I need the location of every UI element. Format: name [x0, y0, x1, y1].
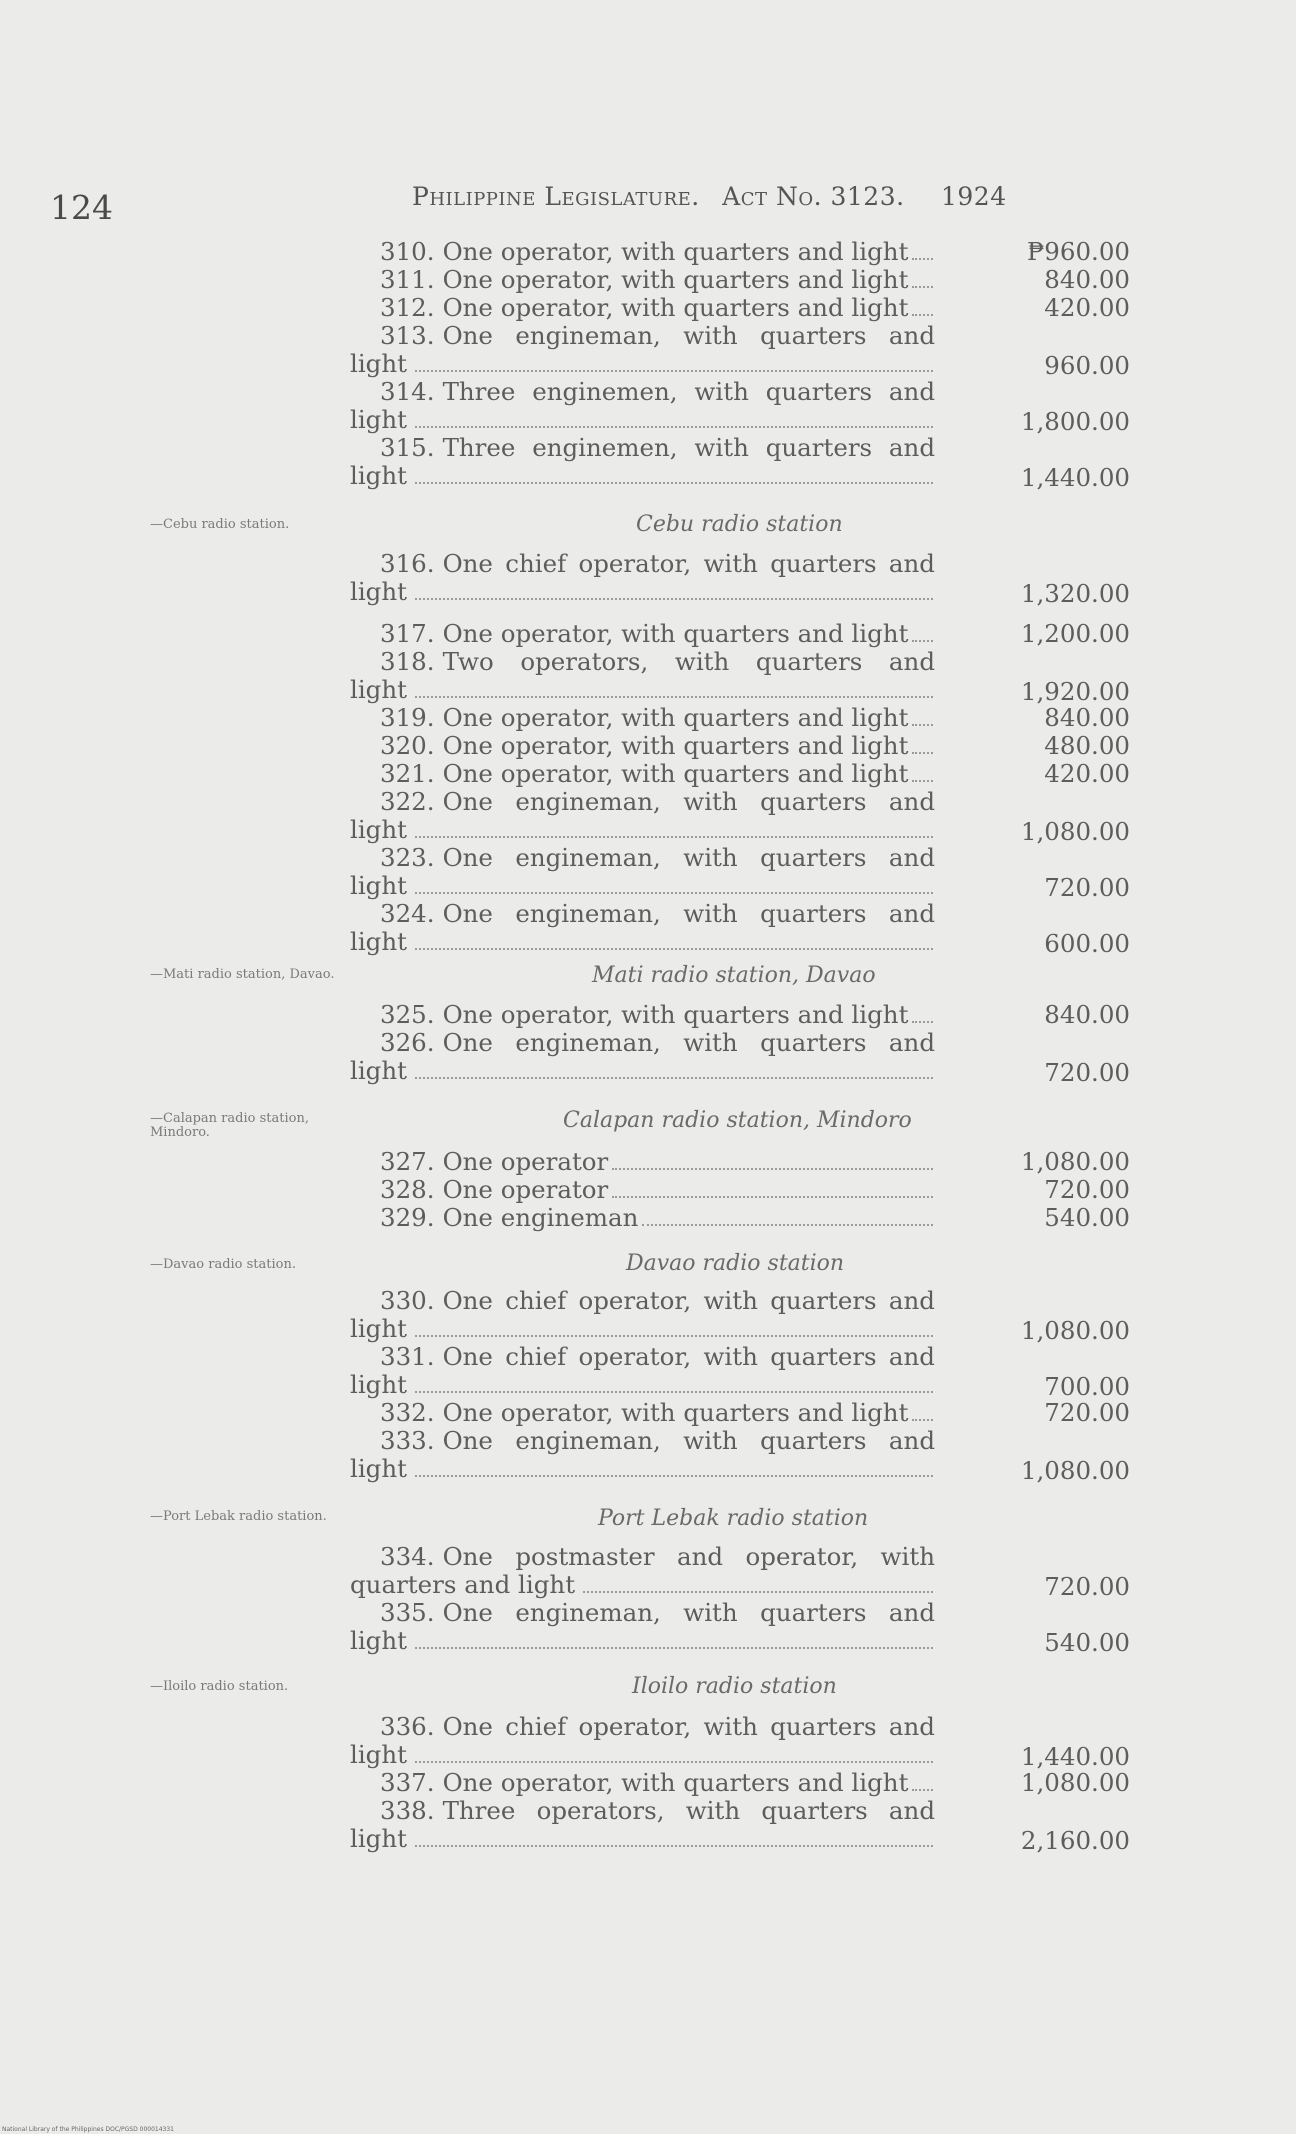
item-continuation	[350, 1455, 935, 1483]
item-amount: 1,800.00	[1020, 407, 1130, 436]
section-heading: Mati radio station, Davao	[592, 963, 876, 988]
item-number: 322.	[380, 787, 435, 816]
item-number: 329.	[380, 1203, 435, 1232]
item-amount: 720.00	[1044, 1398, 1130, 1427]
line-item	[350, 1399, 1130, 1427]
item-first-line	[350, 1148, 935, 1176]
line-item	[350, 322, 1130, 378]
item-description: One operator, with quarters and light	[442, 293, 909, 322]
item-first-line	[350, 1713, 935, 1741]
item-description: One chief operator, with quarters and	[442, 1286, 935, 1315]
line-item	[350, 1287, 1130, 1343]
item-first-line	[350, 1343, 935, 1371]
item-description: One engineman, with quarters and	[442, 787, 935, 816]
dot-leader	[912, 238, 933, 260]
line-item	[350, 648, 1130, 704]
line-item	[350, 760, 1130, 788]
item-number: 335.	[380, 1598, 435, 1627]
item-amount: 1,080.00	[1020, 1316, 1130, 1345]
item-first-line	[350, 1287, 935, 1315]
header-act: Act No. 3123.	[722, 182, 905, 211]
dot-leader	[415, 1475, 933, 1477]
dot-leader	[415, 1761, 933, 1763]
item-first-line	[350, 1769, 935, 1797]
margin-note: —Calapan radio station, Mindoro.	[150, 1111, 309, 1140]
item-description: Three enginemen, with quarters and	[442, 433, 935, 462]
dot-leader	[642, 1204, 933, 1226]
item-amount: 1,080.00	[1020, 1456, 1130, 1485]
dot-leader	[415, 1647, 933, 1649]
continuation-text: light	[350, 1626, 407, 1655]
item-description: Three operators, with quarters and	[442, 1796, 935, 1825]
item-amount: 1,320.00	[1020, 579, 1130, 608]
item-amount: 420.00	[1044, 759, 1130, 788]
item-description: One engineman, with quarters and	[442, 1426, 935, 1455]
item-continuation	[350, 872, 935, 900]
item-description: One operator, with quarters and light	[442, 731, 909, 760]
item-first-line	[350, 1176, 935, 1204]
header-title: Philippine Legislature.	[412, 182, 700, 211]
dot-leader	[912, 760, 933, 782]
line-item	[350, 1204, 1130, 1232]
item-description: One operator, with quarters and light	[442, 1398, 909, 1427]
continuation-text: light	[350, 461, 407, 490]
dot-leader	[415, 948, 933, 950]
header-year: 1924	[941, 182, 1007, 211]
dot-leader	[415, 598, 933, 600]
dot-leader	[912, 704, 933, 726]
footer-credit: National Library of the Philippines DOC/PGSD 000014331	[2, 2126, 174, 2133]
line-item	[350, 550, 1130, 606]
item-continuation	[350, 928, 935, 956]
item-description: One operator, with quarters and light	[442, 1768, 909, 1797]
item-amount: 720.00	[1044, 873, 1130, 902]
item-number: 330.	[380, 1286, 435, 1315]
item-number: 316.	[380, 549, 435, 578]
item-amount: 1,920.00	[1020, 677, 1130, 706]
dot-leader	[912, 732, 933, 754]
line-item	[350, 788, 1130, 844]
item-number: 336.	[380, 1712, 435, 1741]
item-amount: 1,440.00	[1020, 1742, 1130, 1771]
continuation-text: light	[350, 1370, 407, 1399]
line-item	[350, 1001, 1130, 1029]
section-heading: Calapan radio station, Mindoro	[563, 1108, 912, 1133]
item-description: One chief operator, with quarters and	[442, 549, 935, 578]
line-item	[350, 1148, 1130, 1176]
item-number: 327.	[380, 1147, 435, 1176]
continuation-text: light	[350, 1824, 407, 1853]
item-amount: 720.00	[1044, 1058, 1130, 1087]
item-number: 323.	[380, 843, 435, 872]
item-number: 321.	[380, 759, 435, 788]
item-number: 320.	[380, 731, 435, 760]
section-heading: Port Lebak radio station	[598, 1506, 869, 1531]
item-number: 315.	[380, 433, 435, 462]
item-continuation	[350, 1741, 935, 1769]
line-item	[350, 1543, 1130, 1599]
line-item	[350, 844, 1130, 900]
item-first-line	[350, 294, 935, 322]
item-number: 326.	[380, 1028, 435, 1057]
dot-leader	[415, 836, 933, 838]
dot-leader	[415, 1391, 933, 1393]
item-description: One engineman, with quarters and	[442, 1598, 935, 1627]
item-description: One operator, with quarters and light	[442, 237, 909, 266]
continuation-text: light	[350, 577, 407, 606]
item-number: 313.	[380, 321, 435, 350]
item-number: 319.	[380, 703, 435, 732]
item-amount: 1,200.00	[1020, 619, 1130, 648]
line-item	[350, 266, 1130, 294]
item-amount: 2,160.00	[1020, 1826, 1130, 1855]
item-number: 332.	[380, 1398, 435, 1427]
line-item	[350, 620, 1130, 648]
item-amount: 1,080.00	[1020, 1147, 1130, 1176]
item-first-line	[350, 648, 935, 676]
item-amount: 540.00	[1044, 1203, 1130, 1232]
dot-leader	[912, 294, 933, 316]
item-continuation	[350, 1057, 935, 1085]
item-first-line	[350, 1599, 935, 1627]
line-item	[350, 1176, 1130, 1204]
item-first-line	[350, 378, 935, 406]
dot-leader	[912, 1001, 933, 1023]
item-description: One engineman, with quarters and	[442, 899, 935, 928]
item-first-line	[350, 788, 935, 816]
item-first-line	[350, 620, 935, 648]
item-first-line	[350, 844, 935, 872]
item-amount: 960.00	[1044, 351, 1130, 380]
margin-note: —Cebu radio station.	[150, 517, 290, 532]
item-description: One operator, with quarters and light	[442, 619, 909, 648]
running-header	[412, 182, 1007, 211]
item-first-line	[350, 1001, 935, 1029]
dot-leader	[415, 1077, 933, 1079]
item-number: 331.	[380, 1342, 435, 1371]
continuation-text: quarters and light	[350, 1570, 576, 1599]
continuation-text: light	[350, 1740, 407, 1769]
line-item	[350, 294, 1130, 322]
line-item	[350, 704, 1130, 732]
continuation-text: light	[350, 1056, 407, 1085]
item-amount: 1,440.00	[1020, 463, 1130, 492]
item-first-line	[350, 238, 935, 266]
dot-leader	[912, 1399, 933, 1421]
line-item	[350, 900, 1130, 956]
line-item	[350, 238, 1130, 266]
item-number: 318.	[380, 647, 435, 676]
item-first-line	[350, 322, 935, 350]
line-item	[350, 1343, 1130, 1399]
item-amount: 600.00	[1044, 929, 1130, 958]
item-continuation	[350, 462, 935, 490]
item-number: 338.	[380, 1796, 435, 1825]
line-item	[350, 378, 1130, 434]
dot-leader	[612, 1148, 933, 1170]
dot-leader	[415, 482, 933, 484]
continuation-text: light	[350, 1314, 407, 1343]
continuation-text: light	[350, 1454, 407, 1483]
dot-leader	[415, 370, 933, 372]
item-amount: 1,080.00	[1020, 817, 1130, 846]
item-number: 317.	[380, 619, 435, 648]
item-amount: 720.00	[1044, 1572, 1130, 1601]
dot-leader	[415, 696, 933, 698]
margin-note: —Davao radio station.	[150, 1257, 296, 1272]
item-number: 311.	[380, 265, 435, 294]
item-description: One engineman	[442, 1203, 639, 1232]
item-first-line	[350, 1399, 935, 1427]
item-description: Two operators, with quarters and	[442, 647, 935, 676]
line-item	[350, 732, 1130, 760]
item-continuation	[350, 1571, 935, 1599]
item-description: One engineman, with quarters and	[442, 1028, 935, 1057]
item-first-line	[350, 732, 935, 760]
margin-note: —Mati radio station, Davao.	[150, 967, 335, 982]
item-description: Three enginemen, with quarters and	[442, 377, 935, 406]
dot-leader	[415, 1845, 933, 1847]
item-amount: ₱960.00	[1026, 237, 1130, 266]
item-description: One operator, with quarters and light	[442, 265, 909, 294]
item-amount: 700.00	[1044, 1372, 1130, 1401]
item-first-line	[350, 760, 935, 788]
continuation-text: light	[350, 675, 407, 704]
item-number: 314.	[380, 377, 435, 406]
item-continuation	[350, 676, 935, 704]
item-description: One operator, with quarters and light	[442, 703, 909, 732]
dot-leader	[415, 1335, 933, 1337]
continuation-text: light	[350, 405, 407, 434]
dot-leader	[912, 620, 933, 642]
line-item	[350, 1769, 1130, 1797]
item-amount: 840.00	[1044, 1000, 1130, 1029]
item-continuation	[350, 406, 935, 434]
item-number: 325.	[380, 1000, 435, 1029]
item-first-line	[350, 1543, 935, 1571]
item-number: 310.	[380, 237, 435, 266]
item-description: One operator	[442, 1147, 609, 1176]
item-continuation	[350, 816, 935, 844]
item-first-line	[350, 1204, 935, 1232]
item-description: One engineman, with quarters and	[442, 843, 935, 872]
item-number: 337.	[380, 1768, 435, 1797]
dot-leader	[415, 426, 933, 428]
line-item	[350, 1427, 1130, 1483]
dot-leader	[415, 892, 933, 894]
continuation-text: light	[350, 871, 407, 900]
page-number: 124	[50, 188, 113, 227]
item-first-line	[350, 900, 935, 928]
line-item	[350, 1797, 1130, 1853]
dot-leader	[583, 1591, 933, 1593]
dot-leader	[912, 1769, 933, 1791]
item-number: 333.	[380, 1426, 435, 1455]
item-amount: 420.00	[1044, 293, 1130, 322]
item-number: 312.	[380, 293, 435, 322]
dot-leader	[612, 1176, 933, 1198]
item-number: 328.	[380, 1175, 435, 1204]
line-item	[350, 434, 1130, 490]
line-item	[350, 1599, 1130, 1655]
item-first-line	[350, 434, 935, 462]
item-amount: 540.00	[1044, 1628, 1130, 1657]
item-description: One operator, with quarters and light	[442, 759, 909, 788]
item-description: One chief operator, with quarters and	[442, 1342, 935, 1371]
item-amount: 720.00	[1044, 1175, 1130, 1204]
item-continuation	[350, 578, 935, 606]
continuation-text: light	[350, 815, 407, 844]
margin-note: —Iloilo radio station.	[150, 1679, 289, 1694]
item-number: 334.	[380, 1542, 435, 1571]
item-first-line	[350, 266, 935, 294]
line-item	[350, 1029, 1130, 1085]
item-continuation	[350, 1315, 935, 1343]
item-first-line	[350, 704, 935, 732]
continuation-text: light	[350, 349, 407, 378]
item-description: One engineman, with quarters and	[442, 321, 935, 350]
item-number: 324.	[380, 899, 435, 928]
item-continuation	[350, 350, 935, 378]
item-continuation	[350, 1825, 935, 1853]
item-continuation	[350, 1371, 935, 1399]
item-first-line	[350, 550, 935, 578]
dot-leader	[912, 266, 933, 288]
item-amount: 840.00	[1044, 703, 1130, 732]
item-description: One postmaster and operator, with	[442, 1542, 935, 1571]
continuation-text: light	[350, 927, 407, 956]
item-first-line	[350, 1797, 935, 1825]
item-first-line	[350, 1029, 935, 1057]
item-continuation	[350, 1627, 935, 1655]
item-first-line	[350, 1427, 935, 1455]
section-heading: Davao radio station	[626, 1251, 845, 1276]
item-description: One chief operator, with quarters and	[442, 1712, 935, 1741]
item-amount: 480.00	[1044, 731, 1130, 760]
item-amount: 840.00	[1044, 265, 1130, 294]
item-amount: 1,080.00	[1020, 1768, 1130, 1797]
section-heading: Iloilo radio station	[632, 1674, 837, 1699]
item-description: One operator, with quarters and light	[442, 1000, 909, 1029]
item-description: One operator	[442, 1175, 609, 1204]
section-heading: Cebu radio station	[636, 512, 843, 537]
line-item	[350, 1713, 1130, 1769]
margin-note: —Port Lebak radio station.	[150, 1509, 327, 1524]
